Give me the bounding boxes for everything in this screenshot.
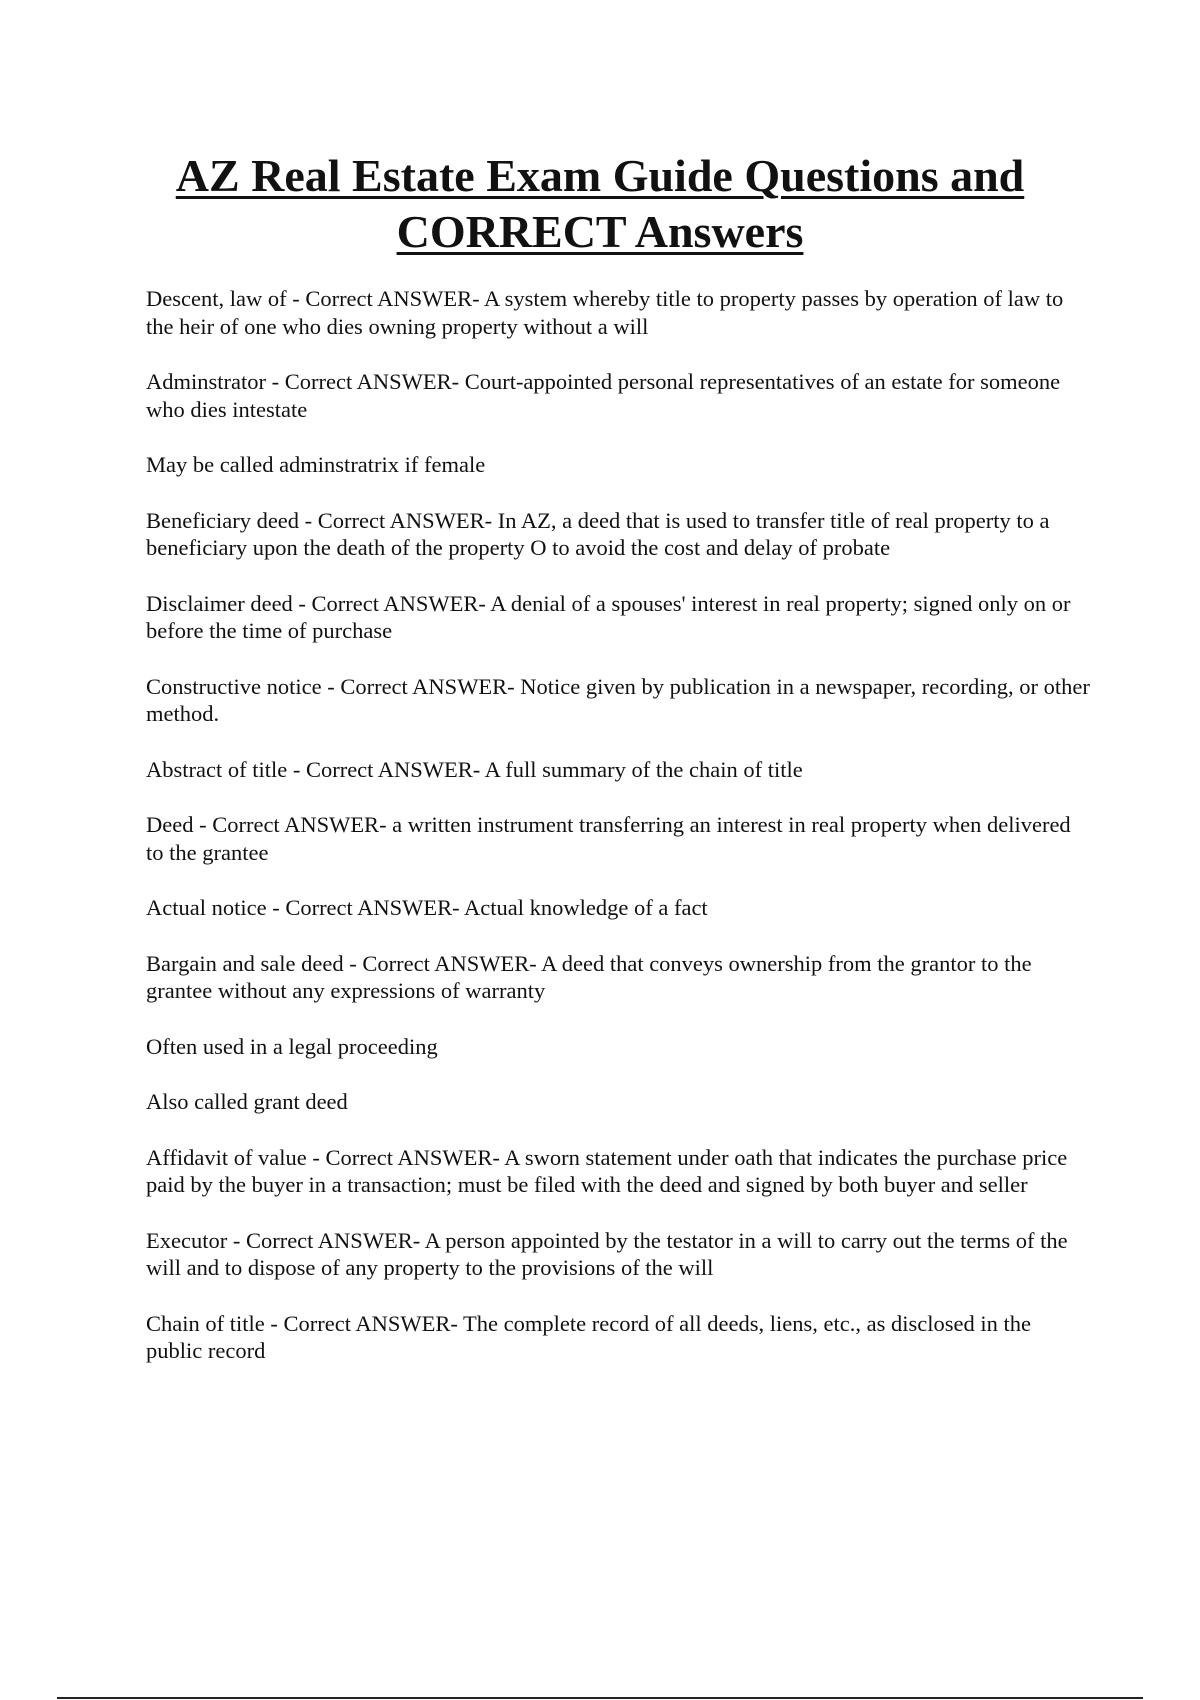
qa-entry: Affidavit of value - Correct ANSWER- A sworn statement under oath that indicates the purchase price paid by the buyer in a transaction; must be filed with the deed and signed by both buyer and seller (146, 1144, 1068, 1197)
qa-entry: Deed - Correct ANSWER- a written instrument transferring an interest in real property when delivered to the grantee (146, 812, 1071, 865)
qa-entry: Chain of title - Correct ANSWER- The complete record of all deeds, liens, etc., as disclosed in the public record (146, 1310, 1031, 1363)
qa-list (146, 285, 1091, 1393)
footer-divider (57, 1697, 1143, 1699)
qa-entry: Beneficiary deed - Correct ANSWER- In AZ, a deed that is used to transfer title of real property to a beneficiary upon the death of the property O to avoid the cost and delay of probate (146, 507, 1050, 560)
qa-entry: Adminstrator - Correct ANSWER- Court-appointed personal representatives of an estate for someone who dies intestate (146, 369, 1061, 422)
qa-entry: Abstract of title - Correct ANSWER- A full summary of the chain of title (146, 756, 803, 782)
qa-entry: Constructive notice - Correct ANSWER- Notice given by publication in a newspaper, recording, or other method. (146, 673, 1090, 726)
qa-entry: Disclaimer deed - Correct ANSWER- A denial of a spouses' interest in real property; signed only on or before the time of purchase (146, 590, 1071, 643)
page-title: AZ Real Estate Exam Guide Questions and CORRECT Answers (175, 150, 1025, 257)
qa-entry: May be called adminstratrix if female (146, 452, 486, 477)
qa-entry: Executor - Correct ANSWER- A person appointed by the testator in a will to carry out the terms of the will and to dispose of any property to the provisions of the will (146, 1227, 1068, 1280)
qa-entry: Also called grant deed (146, 1089, 348, 1114)
qa-entry: Descent, law of - Correct ANSWER- A system whereby title to property passes by operation of law to the heir of one who dies owning property without a will (146, 286, 1064, 339)
qa-entry: Often used in a legal proceeding (146, 1033, 438, 1059)
qa-entry: Actual notice - Correct ANSWER- Actual knowledge of a fact (146, 895, 708, 920)
qa-entry: Bargain and sale deed - Correct ANSWER- A deed that conveys ownership from the grantor to the grantee without any expressions of warranty (146, 950, 1032, 1003)
